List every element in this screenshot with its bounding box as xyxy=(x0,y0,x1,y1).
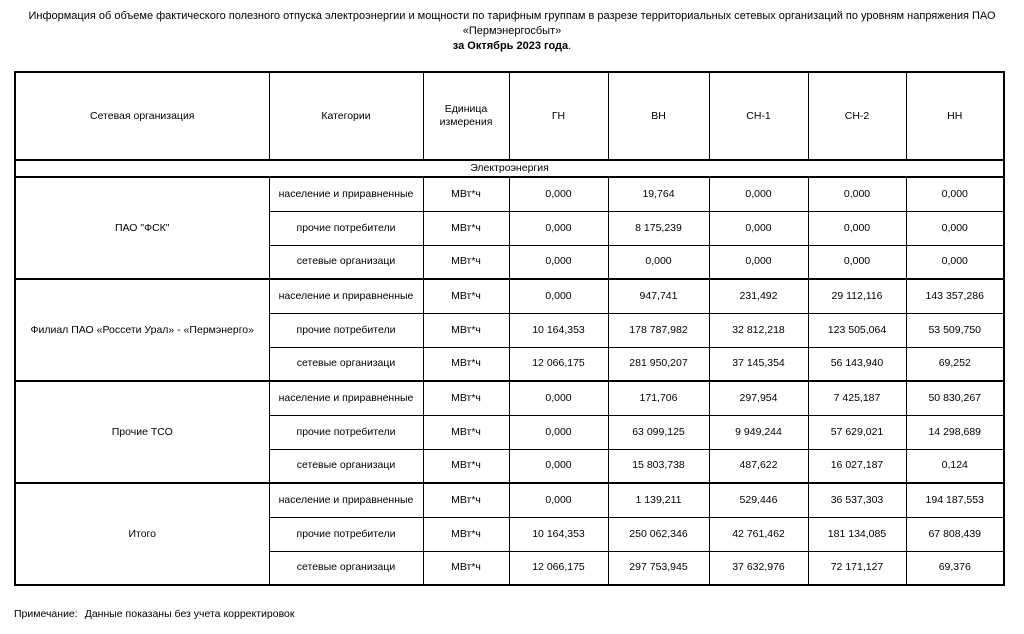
value-cell: 123 505,064 xyxy=(808,313,906,347)
value-cell: 171,706 xyxy=(608,381,709,415)
category-cell: сетевые организаци xyxy=(269,449,423,483)
value-cell: 14 298,689 xyxy=(906,415,1004,449)
col-header-categories: Категории xyxy=(269,72,423,160)
title-period: . xyxy=(568,40,572,52)
footnote-text: Данные показаны без учета корректировок xyxy=(84,608,295,620)
value-cell: 0,000 xyxy=(808,245,906,279)
value-cell: 0,000 xyxy=(808,211,906,245)
value-cell: 0,000 xyxy=(906,177,1004,211)
value-cell: 231,492 xyxy=(709,279,808,313)
unit-cell: МВт*ч xyxy=(423,449,509,483)
unit-cell: МВт*ч xyxy=(423,177,509,211)
col-header-network-org: Сетевая организация xyxy=(15,72,269,160)
category-cell: население и приравненные xyxy=(269,381,423,415)
value-cell: 50 830,267 xyxy=(906,381,1004,415)
value-cell: 9 949,244 xyxy=(709,415,808,449)
value-cell: 0,000 xyxy=(709,177,808,211)
category-cell: прочие потребители xyxy=(269,313,423,347)
value-cell: 69,252 xyxy=(906,347,1004,381)
org-cell-fsk: ПАО "ФСК" xyxy=(15,177,269,279)
category-cell: сетевые организаци xyxy=(269,245,423,279)
footnote xyxy=(14,608,1024,620)
col-header-sn1: СН-1 xyxy=(709,72,808,160)
unit-cell: МВт*ч xyxy=(423,313,509,347)
header-row xyxy=(15,72,1004,160)
category-cell: сетевые организаци xyxy=(269,551,423,585)
category-cell: прочие потребители xyxy=(269,211,423,245)
col-header-vn: ВН xyxy=(608,72,709,160)
col-header-sn2: СН-2 xyxy=(808,72,906,160)
value-cell: 0,000 xyxy=(509,211,608,245)
table-row xyxy=(15,381,1004,415)
value-cell: 178 787,982 xyxy=(608,313,709,347)
value-cell: 0,000 xyxy=(509,415,608,449)
title-line1: Информация об объеме фактического полезного отпуска электроэнергии и мощности по тарифным группам в разрезе территориальных сетевых организаций по уровням напряжения ПАО «Пермэнергосбыт» xyxy=(28,10,996,37)
unit-cell: МВт*ч xyxy=(423,551,509,585)
value-cell: 0,000 xyxy=(509,483,608,517)
value-cell: 57 629,021 xyxy=(808,415,906,449)
value-cell: 0,000 xyxy=(509,279,608,313)
value-cell: 1 139,211 xyxy=(608,483,709,517)
value-cell: 529,446 xyxy=(709,483,808,517)
value-cell: 12 066,175 xyxy=(509,347,608,381)
value-cell: 10 164,353 xyxy=(509,517,608,551)
value-cell: 297,954 xyxy=(709,381,808,415)
category-cell: прочие потребители xyxy=(269,517,423,551)
unit-cell: МВт*ч xyxy=(423,279,509,313)
value-cell: 0,000 xyxy=(509,381,608,415)
value-cell: 181 134,085 xyxy=(808,517,906,551)
value-cell: 0,124 xyxy=(906,449,1004,483)
value-cell: 0,000 xyxy=(608,245,709,279)
table-row xyxy=(15,483,1004,517)
value-cell: 63 099,125 xyxy=(608,415,709,449)
unit-cell: МВт*ч xyxy=(423,381,509,415)
unit-cell: МВт*ч xyxy=(423,245,509,279)
document-title xyxy=(0,9,1024,54)
value-cell: 10 164,353 xyxy=(509,313,608,347)
col-header-unit: Единица измерения xyxy=(423,72,509,160)
value-cell: 487,622 xyxy=(709,449,808,483)
value-cell: 53 509,750 xyxy=(906,313,1004,347)
value-cell: 8 175,239 xyxy=(608,211,709,245)
value-cell: 16 027,187 xyxy=(808,449,906,483)
org-cell-rosseti-ural: Филиал ПАО «Россети Урал» - «Пермэнерго» xyxy=(15,279,269,381)
footnote-label: Примечание: xyxy=(14,608,78,620)
value-cell: 37 145,354 xyxy=(709,347,808,381)
title-line2: за Октябрь 2023 года xyxy=(452,40,569,52)
value-cell: 297 753,945 xyxy=(608,551,709,585)
category-cell: население и приравненные xyxy=(269,177,423,211)
category-cell: сетевые организаци xyxy=(269,347,423,381)
value-cell: 29 112,116 xyxy=(808,279,906,313)
section-row xyxy=(15,160,1004,177)
category-cell: население и приравненные xyxy=(269,279,423,313)
value-cell: 0,000 xyxy=(906,211,1004,245)
category-cell: прочие потребители xyxy=(269,415,423,449)
table-row xyxy=(15,177,1004,211)
category-cell: население и приравненные xyxy=(269,483,423,517)
value-cell: 15 803,738 xyxy=(608,449,709,483)
electricity-table xyxy=(14,71,1005,586)
value-cell: 0,000 xyxy=(509,177,608,211)
value-cell: 0,000 xyxy=(509,245,608,279)
value-cell: 143 357,286 xyxy=(906,279,1004,313)
value-cell: 12 066,175 xyxy=(509,551,608,585)
value-cell: 19,764 xyxy=(608,177,709,211)
value-cell: 0,000 xyxy=(906,245,1004,279)
value-cell: 56 143,940 xyxy=(808,347,906,381)
value-cell: 281 950,207 xyxy=(608,347,709,381)
unit-cell: МВт*ч xyxy=(423,211,509,245)
value-cell: 36 537,303 xyxy=(808,483,906,517)
section-label-electricity: Электроэнергия xyxy=(15,160,1004,177)
value-cell: 32 812,218 xyxy=(709,313,808,347)
unit-cell: МВт*ч xyxy=(423,415,509,449)
value-cell: 250 062,346 xyxy=(608,517,709,551)
value-cell: 37 632,976 xyxy=(709,551,808,585)
unit-cell: МВт*ч xyxy=(423,347,509,381)
value-cell: 67 808,439 xyxy=(906,517,1004,551)
unit-cell: МВт*ч xyxy=(423,517,509,551)
col-header-nn: НН xyxy=(906,72,1004,160)
value-cell: 69,376 xyxy=(906,551,1004,585)
value-cell: 72 171,127 xyxy=(808,551,906,585)
value-cell: 42 761,462 xyxy=(709,517,808,551)
col-header-gn: ГН xyxy=(509,72,608,160)
org-cell-other-tso: Прочие ТСО xyxy=(15,381,269,483)
org-cell-total: Итого xyxy=(15,483,269,585)
value-cell: 194 187,553 xyxy=(906,483,1004,517)
value-cell: 7 425,187 xyxy=(808,381,906,415)
value-cell: 0,000 xyxy=(808,177,906,211)
value-cell: 0,000 xyxy=(709,245,808,279)
value-cell: 947,741 xyxy=(608,279,709,313)
value-cell: 0,000 xyxy=(709,211,808,245)
table-row xyxy=(15,279,1004,313)
value-cell: 0,000 xyxy=(509,449,608,483)
unit-cell: МВт*ч xyxy=(423,483,509,517)
